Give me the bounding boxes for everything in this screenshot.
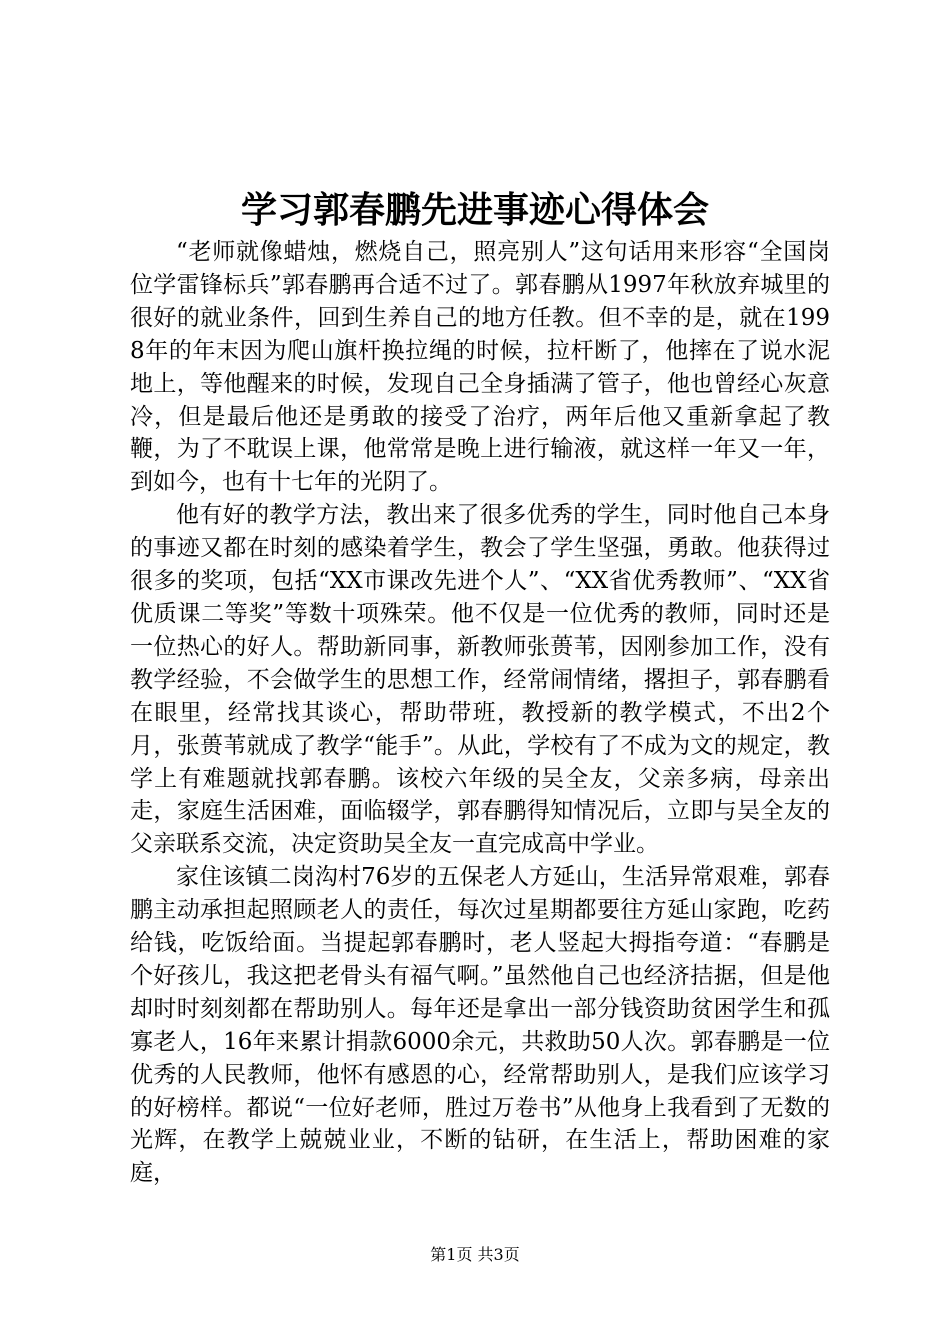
- document-title: 学习郭春鹏先进事迹心得体会: [240, 189, 709, 231]
- paragraph-2: 他有好的教学方法，教出来了很多优秀的学生，同时他自己本身的事迹又都在时刻的感染着学生，教会了学生坚强，勇敢。他获得过很多的奖项，包括“XX市课改先进个人”、“XX省优秀教师”、“XX省优质课二等奖”等数十项殊荣。他不仅是一位优秀的教师，同时还是一位热心的好人。帮助新同事，新教师张蒉苇，因刚参加工作，没有教学经验，不会做学生的思想工作，经常闹情绪，撂担子，郭春鹏看在眼里，经常找其谈心，帮助带班，教授新的教学模式，不出2个月，张蒉苇就成了教学“能手”。从此，学校有了不成为文的规定，教学上有难题就找郭春鹏。该校六年级的吴全友，父亲多病，母亲出走，家庭生活困难，面临辍学，郭春鹏得知情况后，立即与吴全友的父亲联系交流，决定资助吴全友一直完成高中学业。: [130, 502, 830, 858]
- paragraph-1: “老师就像蜡烛，燃烧自己，照亮别人”这句话用来形容“全国岗位学雷锋标兵”郭春鹏再合适不过了。郭春鹏从1997年秋放弃城里的很好的就业条件，回到生养自己的地方任教。但不幸的是，就在1998年的年末因为爬山旗杆换拉绳的时候，拉杆断了，他摔在了说水泥地上，等他醒来的时候，发现自己全身插满了管子，他也曾经心灰意冷，但是最后他还是勇敢的接受了治疗，两年后他又重新拿起了教鞭，为了不耽误上课，他常常是晚上进行输液，就这样一年又一年，到如今，也有十七年的光阴了。: [130, 239, 830, 496]
- paragraph-3: 家住该镇二岗沟村76岁的五保老人方延山，生活异常艰难，郭春鹏主动承担起照顾老人的责任，每次过星期都要往方延山家跑，吃药给钱，吃饭给面。当提起郭春鹏时，老人竖起大拇指夸道：“春鹏是个好孩儿，我这把老骨头有福气啊。”虽然他自己也经济拮据，但是他却时时刻刻都在帮助别人。每年还是拿出一部分钱资助贫困学生和孤寡老人，16年来累计捐款6000余元，共救助50人次。郭春鹏是一位优秀的人民教师，他怀有感恩的心，经常帮助别人，是我们应该学习的好榜样。都说“一位好老师，胜过万卷书”从他身上我看到了无数的光辉，在教学上兢兢业业，不断的钻研，在生活上，帮助困难的家庭，: [130, 864, 830, 1187]
- document-body: [130, 236, 830, 1190]
- page-footer: 第1页 共3页: [430, 1245, 520, 1264]
